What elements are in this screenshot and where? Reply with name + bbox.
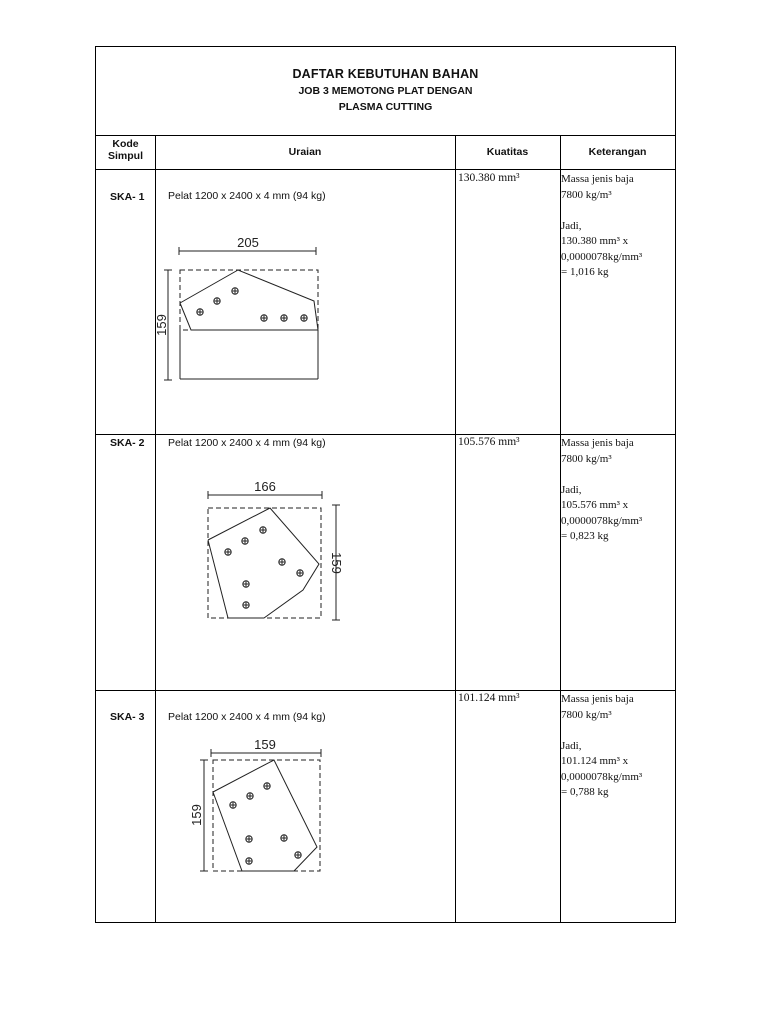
row-1-height-label: 159 bbox=[154, 314, 169, 336]
page-subtitle-line2: PLASMA CUTTING bbox=[338, 101, 433, 113]
material-list-table bbox=[95, 46, 676, 923]
row-3-width-label: 159 bbox=[254, 737, 276, 752]
row-2-part-outline bbox=[208, 508, 319, 618]
row-2-quantity: 105.576 mm³ bbox=[458, 436, 520, 448]
column-divider-2 bbox=[455, 135, 456, 923]
column-header-kode-line1: Kode bbox=[112, 138, 139, 150]
row-2-note-line: Jadi, bbox=[561, 483, 582, 496]
row-2-width-label: 166 bbox=[254, 479, 276, 494]
row-2-holes bbox=[225, 527, 303, 608]
column-header-kode bbox=[96, 138, 155, 162]
row-3-plate-drawing bbox=[186, 735, 356, 895]
row-1-note-line: 130.380 mm³ x bbox=[561, 235, 629, 247]
row-1-note-line: Jadi, bbox=[561, 219, 582, 232]
column-header-divider bbox=[96, 169, 675, 170]
row-2-description: Pelat 1200 x 2400 x 4 mm (94 kg) bbox=[168, 437, 326, 449]
row-3-bounding-box bbox=[213, 760, 320, 871]
row-1-part-outline bbox=[180, 270, 318, 330]
row-1-holes bbox=[197, 288, 307, 321]
row-1-note-line: = 1,016 kg bbox=[561, 266, 609, 278]
row-3-code: SKA- 3 bbox=[110, 711, 145, 723]
row-2-note bbox=[561, 436, 642, 545]
row-3-note-line: = 0,788 kg bbox=[561, 786, 609, 798]
row-divider-2 bbox=[96, 690, 675, 691]
row-2-plate-drawing bbox=[196, 480, 366, 640]
row-2-bounding-box bbox=[208, 508, 321, 618]
row-2-height-label: 159 bbox=[329, 552, 344, 574]
row-1-description: Pelat 1200 x 2400 x 4 mm (94 kg) bbox=[168, 190, 326, 202]
row-3-description: Pelat 1200 x 2400 x 4 mm (94 kg) bbox=[168, 711, 326, 723]
row-3-note-line: 7800 kg/m³ bbox=[561, 708, 612, 721]
row-2-note-line: 7800 kg/m³ bbox=[561, 452, 612, 465]
column-header-kuatitas: Kuatitas bbox=[486, 146, 529, 158]
column-header-uraian: Uraian bbox=[288, 146, 322, 158]
row-2-note-line: 105.576 mm³ x bbox=[561, 499, 629, 511]
column-header-keterangan: Keterangan bbox=[588, 146, 647, 158]
row-2-note-line: 0,0000078kg/mm³ bbox=[561, 514, 643, 527]
row-2-note-line: Massa jenis baja bbox=[561, 437, 634, 449]
row-3-note-line: 101.124 mm³ x bbox=[561, 755, 629, 767]
row-1-note-line: 0,0000078kg/mm³ bbox=[561, 250, 643, 263]
row-1-plate-drawing bbox=[156, 233, 346, 403]
row-1-bounding-box bbox=[180, 270, 318, 330]
row-1-note-line: Massa jenis baja bbox=[561, 173, 634, 185]
row-1-quantity: 130.380 mm³ bbox=[458, 172, 520, 184]
row-2-note-spacer bbox=[561, 467, 642, 483]
page-title: DAFTAR KEBUTUHAN BAHAN bbox=[292, 67, 479, 81]
row-divider-1 bbox=[96, 434, 675, 435]
row-2-note-line: = 0,823 kg bbox=[561, 530, 609, 542]
row-3-note-line: 0,0000078kg/mm³ bbox=[561, 770, 643, 783]
row-1-width-label: 205 bbox=[237, 235, 259, 250]
row-1-note-spacer bbox=[561, 203, 642, 219]
row-1-code: SKA- 1 bbox=[110, 191, 145, 203]
row-3-note-line: Jadi, bbox=[561, 739, 582, 752]
header-divider bbox=[96, 135, 675, 136]
row-3-holes bbox=[230, 783, 301, 864]
row-3-note-line: Massa jenis baja bbox=[561, 693, 634, 705]
row-3-note-spacer bbox=[561, 723, 642, 739]
row-3-quantity: 101.124 mm³ bbox=[458, 692, 520, 704]
row-2-code: SKA- 2 bbox=[110, 437, 145, 449]
row-3-height-label: 159 bbox=[189, 804, 204, 826]
column-header-kode-line2: Simpul bbox=[107, 150, 143, 162]
row-3-note bbox=[561, 692, 642, 801]
row-1-note-line: 7800 kg/m³ bbox=[561, 188, 612, 201]
page-subtitle-line1: JOB 3 MEMOTONG PLAT DENGAN bbox=[298, 85, 473, 97]
row-1-note bbox=[561, 172, 642, 281]
